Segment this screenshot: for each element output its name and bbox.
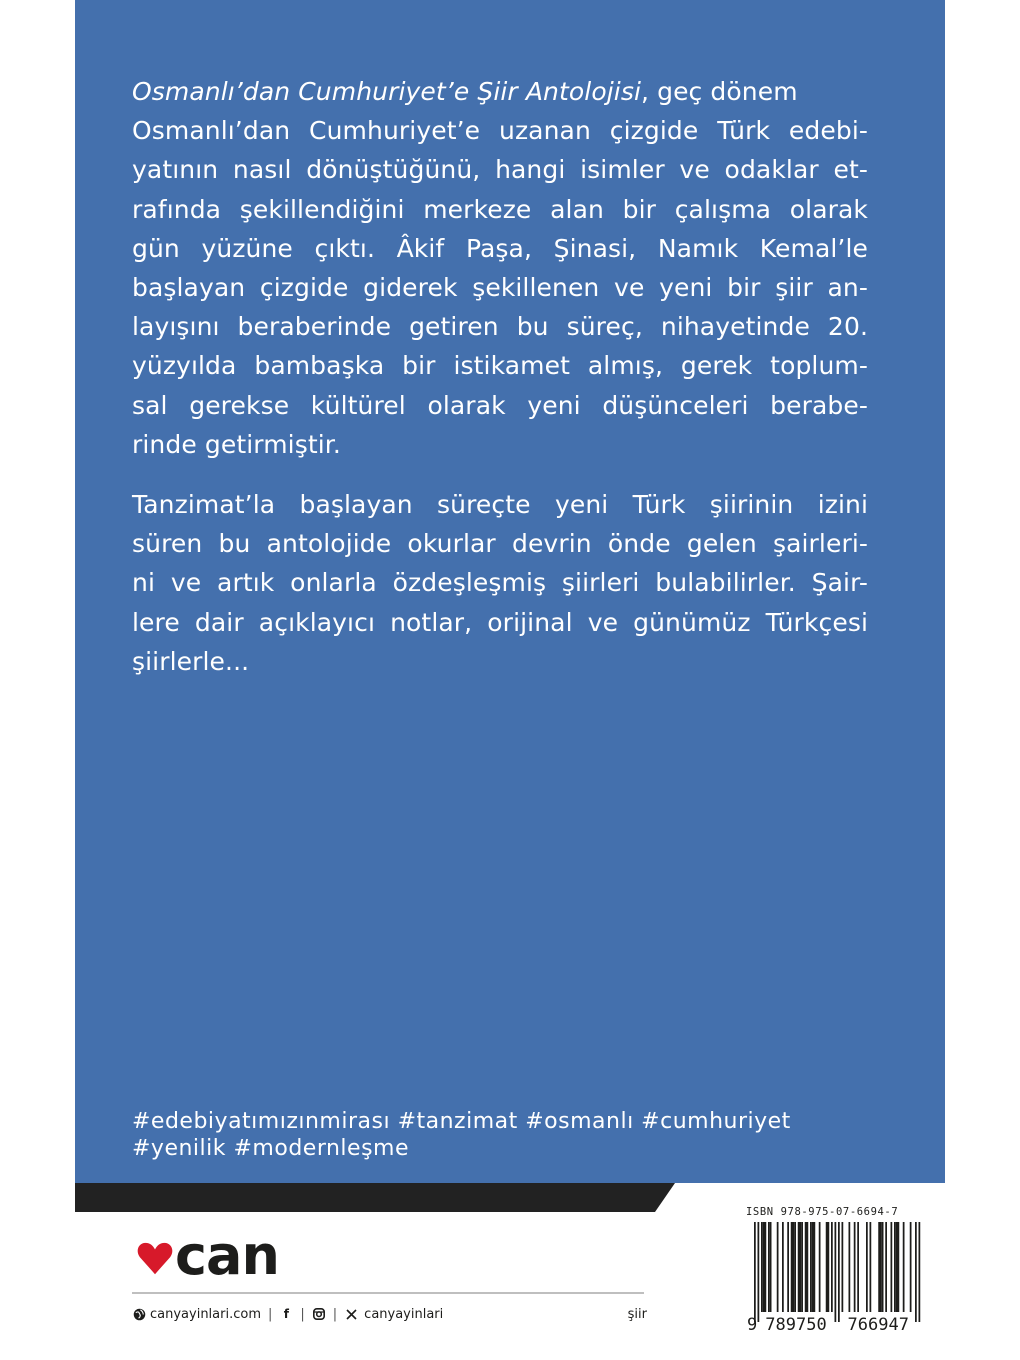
barcode-bar <box>810 1222 812 1312</box>
barcode-bar <box>791 1222 793 1312</box>
blurb-line: ni ve artık onlarla özdeşleşmiş şiirleri bulabilirler. Şair- <box>132 568 868 598</box>
blurb-line: Tanzimat’la başlayan süreçte yeni Türk şiirinin izini <box>132 490 868 519</box>
barcode-bar <box>910 1222 912 1312</box>
facebook-icon[interactable]: f <box>283 1307 289 1321</box>
isbn-label: ISBN 978-975-07-6694-7 <box>746 1206 899 1218</box>
barcode-bar <box>794 1222 796 1312</box>
barcode-bar <box>787 1222 789 1312</box>
barcode-bar <box>880 1222 882 1312</box>
blurb-line: yatının nasıl dönüştüğünü, hangi isimler ve odaklar et- <box>132 155 868 185</box>
barcode-bar <box>849 1222 851 1312</box>
barcode-bar <box>801 1222 803 1312</box>
barcode-bar <box>754 1222 756 1322</box>
blurb-line: layışını beraberinde getiren bu süreç, nihayetinde 20. <box>132 312 868 342</box>
publisher-logo: can <box>175 1224 279 1287</box>
hashtag-line: #yenilik #modernleşme <box>132 1136 410 1161</box>
blurb-line: , geç dönem <box>641 77 798 106</box>
barcode-digits: 766947 <box>847 1315 909 1332</box>
barcode-bar <box>915 1222 917 1322</box>
barcode-digits: 789750 <box>765 1315 827 1332</box>
instagram-icon[interactable] <box>312 1307 326 1321</box>
blurb-paragraph-2 <box>132 485 868 681</box>
barcode-bar <box>878 1222 880 1312</box>
globe-icon <box>132 1307 146 1321</box>
anthology-title: Osmanlı’dan Cumhuriyet’e Şiir Antolojisi <box>132 77 641 106</box>
barcode-bar <box>765 1222 767 1312</box>
barcode <box>744 1222 922 1332</box>
barcode-bar <box>885 1222 887 1312</box>
barcode-bar <box>793 1222 795 1312</box>
barcode-bar <box>805 1222 807 1312</box>
barcode-bar <box>758 1222 760 1322</box>
barcode-bar <box>777 1222 779 1312</box>
blurb-line: şiirlerle... <box>132 646 250 676</box>
footer-divider <box>132 1292 644 1294</box>
website-link[interactable]: canyayinlari.com <box>150 1306 261 1322</box>
barcode-bar <box>866 1222 868 1312</box>
barcode-bar <box>770 1222 772 1312</box>
barcode-bar <box>763 1222 765 1312</box>
blurb-line: rinde getirmiştir. <box>132 429 341 459</box>
barcode-bar <box>838 1222 840 1322</box>
separator: | <box>332 1306 338 1322</box>
blurb-paragraph-1 <box>132 72 868 464</box>
barcode-bar <box>798 1222 800 1312</box>
barcode-digits: 9 <box>747 1315 758 1332</box>
barcode-bar <box>819 1222 821 1312</box>
barcode-bar <box>842 1222 844 1312</box>
hashtags <box>132 1108 791 1162</box>
barcode-bar <box>807 1222 809 1312</box>
barcode-bar <box>835 1222 837 1322</box>
blurb-line: gün yüzüne çıktı. Âkif Paşa, Şinasi, Namık Kemal’le <box>132 233 868 263</box>
barcode-bar <box>800 1222 802 1312</box>
barcode-bar <box>896 1222 898 1312</box>
barcode-bar <box>814 1222 816 1312</box>
hashtag-line: #edebiyatımızınmirası #tanzimat #osmanlı #cumhuriyet <box>132 1109 791 1134</box>
separator: | <box>268 1306 273 1322</box>
barcode-bar <box>831 1222 833 1312</box>
barcode-bar <box>891 1222 893 1312</box>
publisher-footer <box>132 1304 647 1324</box>
barcode-bar <box>898 1222 900 1312</box>
barcode-bar <box>903 1222 905 1312</box>
heart-logo-icon <box>136 1240 174 1278</box>
blurb-line: rafında şekillendiğini merkeze alan bir çalışma olarak <box>132 194 868 224</box>
barcode-bar <box>812 1222 814 1312</box>
barcode-bar <box>919 1222 921 1322</box>
barcode-bar <box>870 1222 872 1312</box>
x-icon[interactable] <box>344 1307 358 1321</box>
blurb-line: yüzyılda bambaşka bir istikamet almış, gerek toplum- <box>132 351 868 381</box>
barcode-bar <box>857 1222 859 1312</box>
barcode-bar <box>828 1222 830 1312</box>
barcode-bar <box>782 1222 784 1312</box>
social-handle[interactable]: canyayinlari <box>364 1306 444 1322</box>
barcode-bar <box>761 1222 763 1312</box>
blurb-line: süren bu antolojide okurlar devrin önde gelen şairleri- <box>132 529 868 559</box>
blurb-line: sal gerekse kültürel olarak yeni düşünceleri berabe- <box>132 390 868 420</box>
genre-label: şiir <box>627 1306 647 1322</box>
barcode-bar <box>894 1222 896 1312</box>
blurb-line: başlayan çizgide giderek şekillenen ve yeni bir şiir an- <box>132 273 868 303</box>
barcode-bar <box>882 1222 884 1312</box>
barcode-bar <box>768 1222 770 1312</box>
barcode-bar <box>826 1222 828 1312</box>
separator: | <box>300 1306 305 1322</box>
blurb-line: Osmanlı’dan Cumhuriyet’e uzanan çizgide Türk edebi- <box>132 116 868 146</box>
blurb-line: lere dair açıklayıcı notlar, orijinal ve günümüz Türkçesi <box>132 607 868 637</box>
barcode-bar <box>854 1222 856 1312</box>
